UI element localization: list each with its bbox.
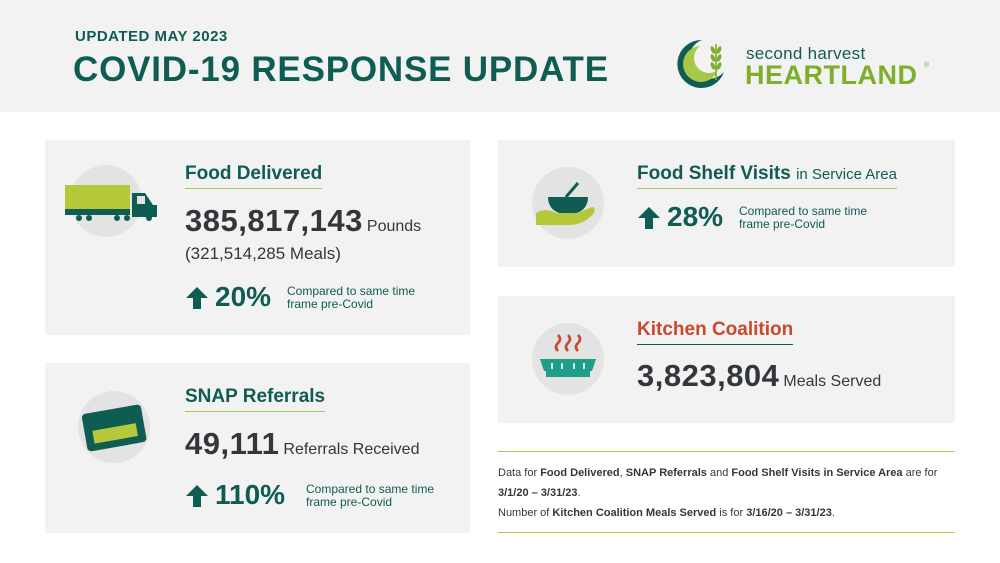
header xyxy=(0,0,1000,112)
snap-referrals-unit: Referrals Received xyxy=(283,441,420,458)
food-delivered-unit: Pounds xyxy=(366,218,422,235)
updated-date: UPDATED MAY 2023 xyxy=(75,28,228,45)
snap-referrals-value-row xyxy=(185,426,419,462)
notes-bold: SNAP Referrals xyxy=(625,467,707,479)
notes-text: is for xyxy=(716,507,747,519)
wheat-logo-icon xyxy=(672,36,730,90)
kitchen-value: 3,823,804 xyxy=(637,358,780,393)
food-shelf-title xyxy=(637,163,897,189)
logo-registered-mark: ® xyxy=(924,62,930,69)
notes-bold: 3/16/20 – 3/31/23 xyxy=(746,507,832,519)
card-icon xyxy=(78,391,150,463)
notes-text: , xyxy=(619,467,626,479)
kitchen-title: Kitchen Coalition xyxy=(637,319,793,345)
notes-bold: Food Delivered xyxy=(540,467,620,479)
food-delivered-value: 385,817,143 xyxy=(185,203,363,238)
arrow-up-icon xyxy=(637,205,661,231)
notes-text: and xyxy=(706,467,732,479)
notes-text: are for xyxy=(902,467,938,479)
food-delivered-change-note: Compared to same time frame pre-Covid xyxy=(287,284,416,311)
kitchen-value-row xyxy=(637,358,881,394)
notes-text: . xyxy=(831,507,835,519)
snap-referrals-title: SNAP Referrals xyxy=(185,386,325,412)
arrow-up-icon xyxy=(185,285,209,311)
notes-bold: 3/1/20 – 3/31/23 xyxy=(498,487,578,499)
arrow-up-icon xyxy=(185,483,209,509)
kitchen-card xyxy=(498,296,955,423)
food-delivered-change: 20% xyxy=(215,281,272,312)
food-delivered-change-row xyxy=(185,283,455,319)
truck-icon xyxy=(70,165,142,237)
logo-line2: HEARTLAND xyxy=(745,60,918,90)
food-shelf-change-row xyxy=(637,203,937,239)
notes-text: Number of xyxy=(498,507,553,519)
food-delivered-value-row xyxy=(185,203,421,239)
hot-dish-icon xyxy=(532,323,604,395)
snap-referrals-change-note: Compared to same time frame pre-Covid xyxy=(306,482,435,509)
notes-bold: Food Shelf Visits in Service Area xyxy=(731,467,903,479)
notes-bold: Kitchen Coalition Meals Served xyxy=(552,507,717,519)
bowl-hand-icon xyxy=(532,167,604,239)
food-shelf-card xyxy=(498,140,955,267)
notes-text: . xyxy=(577,487,581,499)
snap-referrals-card xyxy=(45,363,470,533)
food-delivered-title: Food Delivered xyxy=(185,163,322,189)
snap-referrals-change: 110% xyxy=(215,479,286,510)
food-shelf-change-note: Compared to same time frame pre-Covid xyxy=(739,204,868,231)
food-delivered-meals: (321,514,285 Meals) xyxy=(185,244,341,263)
snap-referrals-change-row xyxy=(185,481,465,517)
logo-line1: second harvest xyxy=(746,44,866,63)
food-delivered-card xyxy=(45,140,470,335)
snap-referrals-value: 49,111 xyxy=(185,426,280,461)
notes-line-1 xyxy=(498,463,955,503)
food-shelf-title-main: Food Shelf Visits xyxy=(637,163,791,184)
page-title: COVID-19 RESPONSE UPDATE xyxy=(73,50,609,89)
kitchen-unit: Meals Served xyxy=(783,373,882,390)
notes-text: Data for xyxy=(498,467,541,479)
food-shelf-title-sub: in Service Area xyxy=(796,166,897,183)
logo xyxy=(672,36,932,90)
data-notes xyxy=(498,451,955,533)
food-shelf-change: 28% xyxy=(667,201,724,232)
notes-line-2 xyxy=(498,503,955,523)
